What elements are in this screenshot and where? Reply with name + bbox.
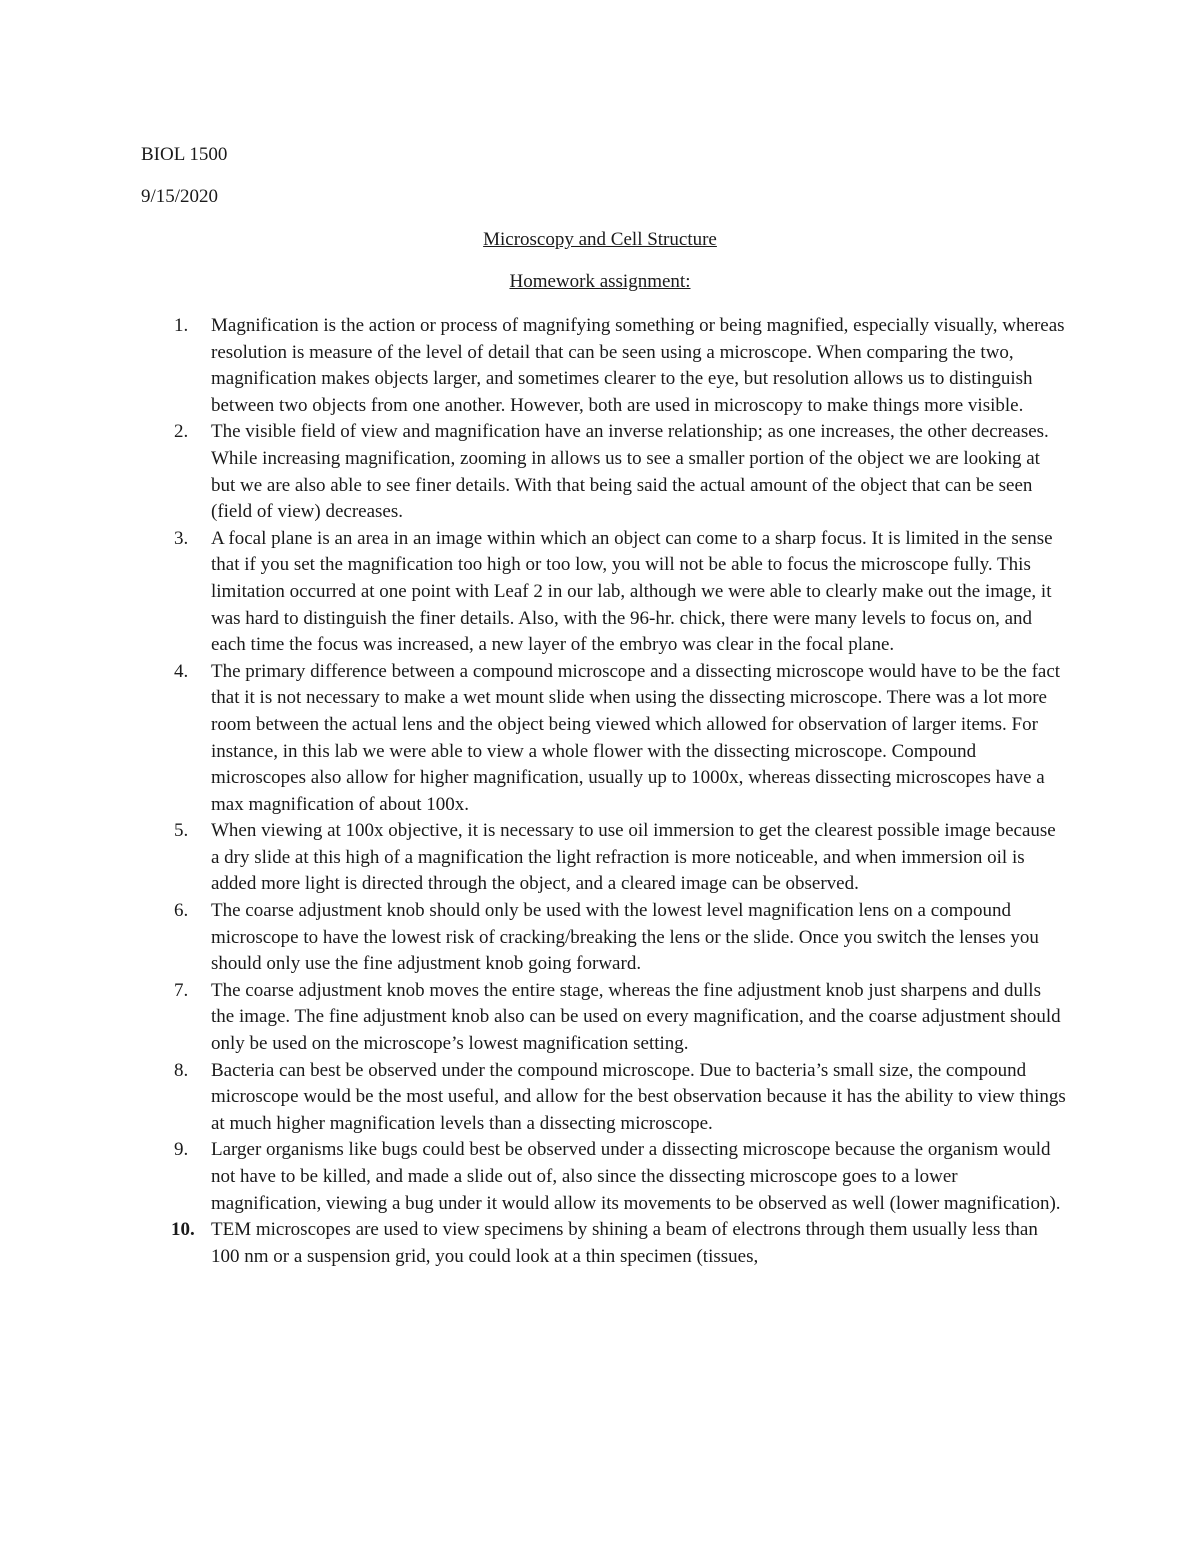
- item-text: Larger organisms like bugs could best be observed under a dissecting microscope because the organism would not have to be killed, and made a slide out of, also since the dissecting microscope goes to a lower magnification, viewing a bug under it would allow its movements to be observed as well (lower magnification).: [211, 1139, 1061, 1214]
- item-number: 9.: [174, 1139, 189, 1161]
- document-title: Microscopy and Cell Structure: [483, 229, 717, 250]
- item-text: When viewing at 100x objective, it is necessary to use oil immersion to get the clearest possible image because a dry slide at this high of a magnification the light refraction is more noticeable, and when immersion oil is added more light is directed through the object, and a cleared image can be observed.: [211, 820, 1056, 895]
- answer-list: [141, 313, 1066, 1270]
- item-number: 2.: [174, 421, 189, 443]
- list-item: [141, 1058, 1066, 1138]
- list-item: [141, 978, 1066, 1058]
- list-item: [141, 818, 1066, 898]
- item-text: Bacteria can best be observed under the compound microscope. Due to bacteria’s small size, the compound microscope would be the most useful, and allow for the best observation because it has the ability to view things at much higher magnification levels than a dissecting microscope.: [211, 1059, 1066, 1134]
- item-number: 7.: [174, 979, 189, 1001]
- list-item: [141, 526, 1066, 659]
- assignment-date: 9/15/2020: [141, 186, 219, 207]
- item-text: The coarse adjustment knob should only be used with the lowest level magnification lens on a compound microscope to have the lowest risk of cracking/breaking the lens or the slide. Once you switch the lenses you should only use the fine adjustment knob going forward.: [211, 900, 1039, 975]
- item-number: 5.: [174, 820, 189, 842]
- list-item: [141, 419, 1066, 525]
- list-item: [141, 1137, 1066, 1217]
- item-text: Magnification is the action or process of magnifying something or being magnified, especially visually, whereas resolution is measure of the level of detail that can be seen using a microscope. When comparing the two, magnification makes objects larger, and sometimes clearer to the eye, but resolution allows us to distinguish between two objects from one another. However, both are used in microscopy to make things more visible.: [211, 315, 1065, 416]
- item-number: 10.: [171, 1219, 195, 1241]
- item-text: The coarse adjustment knob moves the entire stage, whereas the fine adjustment knob just sharpens and dulls the image. The fine adjustment knob also can be used on every magnification, and the coarse adjustment should only be used on the microscope’s lowest magnification setting.: [211, 979, 1061, 1055]
- item-number: 6.: [174, 900, 189, 922]
- item-text: The primary difference between a compound microscope and a dissecting microscope would have to be the fact that it is not necessary to make a wet mount slide when using the dissecting microscope. There was a lot more room between the actual lens and the object being viewed which allowed for observation of larger items. For instance, in this lab we were able to view a whole flower with the dissecting microscope. Compound microscopes also allow for higher magnification, usually up to 1000x, whereas dissecting microscopes have a max magnification of about 100x.: [211, 660, 1061, 815]
- list-item: [141, 898, 1066, 978]
- item-number: 4.: [174, 660, 189, 682]
- list-item: [141, 659, 1066, 819]
- course-code: BIOL 1500: [141, 144, 228, 165]
- document-subtitle: Homework assignment:: [509, 271, 691, 292]
- item-number: 8.: [174, 1059, 189, 1081]
- item-text: A focal plane is an area in an image within which an object can come to a sharp focus. It is limited in the sense that if you set the magnification too high or too low, you will not be able to focus the microscope fully. This limitation occurred at one point with Leaf 2 in our lab, although we were able to clearly make out the image, it was hard to distinguish the finer details. Also, with the 96-hr. chick, there were many levels to focus on, and each time the focus was increased, a new layer of the embryo was clear in the focal plane.: [211, 527, 1053, 656]
- item-number: 1.: [174, 315, 189, 336]
- item-text: TEM microscopes are used to view specimens by shining a beam of electrons through them usually less than 100 nm or a suspension grid, you could look at a thin specimen (tissues,: [211, 1219, 1038, 1267]
- list-item: [141, 313, 1066, 419]
- item-text: The visible field of view and magnification have an inverse relationship; as one increases, the other decreases. While increasing magnification, zooming in allows us to see a smaller portion of the object we are looking at but we are also able to see finer details. With that being said the actual amount of the object that can be seen (field of view) decreases.: [211, 421, 1049, 523]
- item-number: 3.: [174, 527, 189, 549]
- list-item: [141, 1217, 1066, 1270]
